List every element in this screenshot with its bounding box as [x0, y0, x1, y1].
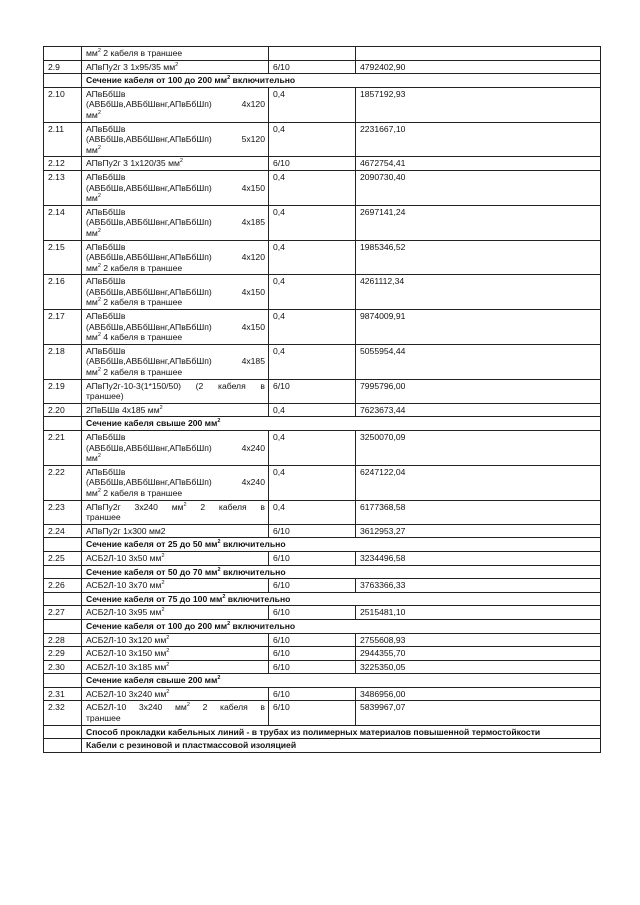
row-number: 2.26 [44, 579, 82, 593]
cable-name [82, 157, 269, 171]
section-empty-cell [44, 592, 82, 606]
row-number: 2.11 [44, 122, 82, 157]
cable-name-line: (АВБбШв,АВБбШвнг,АПвБбШп) 5х120 [86, 134, 265, 145]
price: 4261112,34 [356, 275, 601, 310]
cable-name [82, 500, 269, 524]
cable-name [82, 687, 269, 701]
cable-name [82, 403, 269, 417]
price: 1985346,52 [356, 240, 601, 275]
section-row [44, 74, 601, 88]
table-row [44, 660, 601, 674]
voltage: 0,4 [269, 205, 356, 240]
cable-name [82, 122, 269, 157]
cable-name-line: АПвПу2г 3 1х120/35 $мм^2$ [86, 158, 183, 169]
cable-name-line: АСБ2Л-10 3х240 $мм^2$ [86, 688, 170, 699]
table-row [44, 465, 601, 500]
voltage: 6/10 [269, 157, 356, 171]
voltage: 0,4 [269, 275, 356, 310]
section-heading: Сечение кабеля свыше 200 $мм^2$ [82, 674, 601, 688]
voltage: 6/10 [269, 701, 356, 725]
price: 5839967,07 [356, 701, 601, 725]
table-row [44, 431, 601, 466]
cable-name-line: $мм^2$ [86, 144, 101, 155]
voltage: 0,4 [269, 465, 356, 500]
table-row [44, 310, 601, 345]
cable-name [82, 205, 269, 240]
section-row [44, 739, 601, 753]
row-number: 2.19 [44, 379, 82, 403]
voltage: 6/10 [269, 379, 356, 403]
cable-name-line: АПвПу2г 3х240 $мм^2$ 2 кабеля в [86, 501, 265, 512]
cable-name-line: $мм^2$ [86, 193, 101, 204]
cable-name-line: АПвБбШв [86, 88, 126, 99]
cable-name-line: АПвПу2г 1х300 мм2 [86, 525, 166, 536]
row-number: 2.27 [44, 606, 82, 620]
table-row [44, 379, 601, 403]
table-row [44, 579, 601, 593]
voltage [269, 47, 356, 61]
cable-name-line: (АВБбШв,АВБбШвнг,АПвБбШп) 4х185 [86, 356, 265, 367]
voltage: 6/10 [269, 606, 356, 620]
row-number: 2.32 [44, 701, 82, 725]
row-number: 2.28 [44, 633, 82, 647]
row-number: 2.16 [44, 275, 82, 310]
cable-name-line: АСБ2Л-10 3х120 $мм^2$ [86, 634, 170, 645]
row-number: 2.31 [44, 687, 82, 701]
row-number: 2.14 [44, 205, 82, 240]
voltage: 0,4 [269, 122, 356, 157]
section-row [44, 565, 601, 579]
price: 3250070,09 [356, 431, 601, 466]
price: 9874009,91 [356, 310, 601, 345]
section-heading: Кабели с резиновой и пластмассовой изоляцией [82, 739, 601, 753]
section-empty-cell [44, 417, 82, 431]
cable-name-line: (АВБбШв,АВБбШвнг,АПвБбШп) 4х240 [86, 477, 265, 488]
price: 2090730,40 [356, 170, 601, 205]
cable-name-line: АПвБбШв [86, 241, 126, 252]
cable-name-line: АПвБбШв [86, 311, 126, 322]
section-empty-cell [44, 74, 82, 88]
cable-name-line: $мм^2$ 2 кабеля в траншее [86, 48, 183, 58]
price: 2697141,24 [356, 205, 601, 240]
cable-name [82, 431, 269, 466]
table-row [44, 122, 601, 157]
section-heading: Сечение кабеля от 25 до 50 $мм^2$ включительно [82, 538, 601, 552]
section-row [44, 538, 601, 552]
cable-name-line: АПвПу2г 3 1х95/35 $мм^2$ [86, 61, 179, 72]
row-number: 2.30 [44, 660, 82, 674]
cable-name [82, 87, 269, 122]
cable-name-line: $мм^2$ 2 кабеля в траншее [86, 262, 183, 273]
price: 3225350,05 [356, 660, 601, 674]
voltage: 0,4 [269, 431, 356, 466]
cable-name-line: АПвБбШв [86, 345, 126, 356]
table-row [44, 633, 601, 647]
cable-name-line: (АВБбШв,АВБбШвнг,АПвБбШп) 4х150 [86, 321, 265, 332]
price: 6247122,04 [356, 465, 601, 500]
price: 3234496,58 [356, 551, 601, 565]
price: 7995796,00 [356, 379, 601, 403]
row-number [44, 47, 82, 61]
row-number: 2.20 [44, 403, 82, 417]
section-row [44, 417, 601, 431]
section-row [44, 674, 601, 688]
row-number: 2.10 [44, 87, 82, 122]
section-row [44, 725, 601, 739]
cable-name-line: АСБ2Л-10 3х185 $мм^2$ [86, 661, 170, 672]
cable-name-line: $мм^2$ 2 кабеля в траншее [86, 487, 183, 498]
section-heading: Способ прокладки кабельных линий - в трубах из полимерных материалов повышенной термостойкости [82, 725, 601, 739]
price: 4792402,90 [356, 60, 601, 74]
cable-name-line: АПвПу2г-10-3(1*150/50) (2 кабеля в [86, 380, 265, 391]
cable-name-line: АСБ2Л-10 3х240 $мм^2$ 2 кабеля в [86, 702, 265, 713]
voltage: 0,4 [269, 87, 356, 122]
voltage: 0,4 [269, 403, 356, 417]
voltage: 6/10 [269, 633, 356, 647]
cable-name [82, 47, 269, 61]
row-number: 2.12 [44, 157, 82, 171]
price: 6177368,58 [356, 500, 601, 524]
price: 2755608,93 [356, 633, 601, 647]
cable-name-line: АПвБбШв [86, 123, 126, 134]
table-row [44, 205, 601, 240]
voltage: 0,4 [269, 500, 356, 524]
cable-name-line: АПвБбШв [86, 206, 126, 217]
table-row [44, 687, 601, 701]
row-number: 2.25 [44, 551, 82, 565]
section-empty-cell [44, 619, 82, 633]
row-number: 2.24 [44, 524, 82, 538]
row-number: 2.15 [44, 240, 82, 275]
voltage: 0,4 [269, 240, 356, 275]
section-empty-cell [44, 538, 82, 552]
cable-name [82, 275, 269, 310]
row-number: 2.17 [44, 310, 82, 345]
price: 2515481,10 [356, 606, 601, 620]
section-row [44, 592, 601, 606]
table-row [44, 240, 601, 275]
cable-name-line: АПвБбШв [86, 171, 126, 182]
cable-name-line: (АВБбШв,АВБбШвнг,АПвБбШп) 4х185 [86, 217, 265, 228]
cable-name [82, 465, 269, 500]
cable-name-line: АСБ2Л-10 3х95 $мм^2$ [86, 607, 165, 618]
section-heading: Сечение кабеля от 100 до 200 $мм^2$ включительно [82, 619, 601, 633]
section-empty-cell [44, 565, 82, 579]
table-row [44, 500, 601, 524]
voltage: 6/10 [269, 551, 356, 565]
table-row [44, 87, 601, 122]
table-row [44, 170, 601, 205]
table-row [44, 60, 601, 74]
price: 3612953,27 [356, 524, 601, 538]
cable-name-line: (АВБбШв,АВБбШвнг,АПвБбШп) 4х150 [86, 182, 265, 193]
cable-name-line: (АВБбШв,АВБбШвнг,АПвБбШп) 4х150 [86, 286, 265, 297]
section-row [44, 619, 601, 633]
section-heading: Сечение кабеля от 50 до 70 $мм^2$ включительно [82, 565, 601, 579]
section-heading: Сечение кабеля от 75 до 100 $мм^2$ включительно [82, 592, 601, 606]
price: 5055954,44 [356, 344, 601, 379]
voltage: 0,4 [269, 310, 356, 345]
voltage: 6/10 [269, 647, 356, 661]
table-row [44, 647, 601, 661]
cable-name-line: (АВБбШв,АВБбШвнг,АПвБбШп) 4х240 [86, 442, 265, 453]
price: 4672754,41 [356, 157, 601, 171]
cable-name [82, 60, 269, 74]
row-number: 2.21 [44, 431, 82, 466]
section-empty-cell [44, 739, 82, 753]
price [356, 47, 601, 61]
row-number: 2.23 [44, 500, 82, 524]
cable-name-line: АПвБбШв [86, 276, 126, 287]
row-number: 2.18 [44, 344, 82, 379]
cable-name-line: 2ПвБШв 4х185 $мм^2$ [86, 404, 163, 415]
cable-name [82, 579, 269, 593]
section-empty-cell [44, 725, 82, 739]
cable-name-line: АПвБбШв [86, 466, 126, 477]
cable-name [82, 551, 269, 565]
cable-name [82, 310, 269, 345]
cable-name-line: $мм^2$ 2 кабеля в траншее [86, 367, 183, 378]
table-row [44, 275, 601, 310]
cable-name [82, 240, 269, 275]
voltage: 6/10 [269, 60, 356, 74]
cable-name-line: $мм^2$ [86, 453, 101, 464]
cable-name [82, 344, 269, 379]
cable-name-line: $мм^2$ [86, 109, 101, 120]
cable-name [82, 379, 269, 403]
table-row [44, 344, 601, 379]
row-number: 2.29 [44, 647, 82, 661]
table-row [44, 551, 601, 565]
table-row [44, 524, 601, 538]
cable-name [82, 170, 269, 205]
cable-name-line: (АВБбШв,АВБбШвнг,АПвБбШп) 4х120 [86, 252, 265, 263]
cable-name-line: $мм^2$ [86, 227, 101, 238]
cable-name-line: АСБ2Л-10 3х150 $мм^2$ [86, 648, 170, 659]
table-row [44, 701, 601, 725]
price: 2944355,70 [356, 647, 601, 661]
cable-name [82, 606, 269, 620]
price: 1857192,93 [356, 87, 601, 122]
voltage: 6/10 [269, 579, 356, 593]
voltage: 0,4 [269, 344, 356, 379]
cable-name [82, 701, 269, 725]
cable-name-line: АСБ2Л-10 3х70 $мм^2$ [86, 580, 165, 591]
cable-name-line: $мм^2$ 4 кабеля в траншее [86, 332, 183, 343]
row-number: 2.13 [44, 170, 82, 205]
voltage: 6/10 [269, 524, 356, 538]
price: 2231667,10 [356, 122, 601, 157]
voltage: 0,4 [269, 170, 356, 205]
price-table [43, 46, 601, 753]
table-row [44, 606, 601, 620]
price-table-body [44, 47, 601, 753]
table-row [44, 47, 601, 61]
price: 7623673,44 [356, 403, 601, 417]
price: 3486956,00 [356, 687, 601, 701]
cable-name-line: траншее) [86, 391, 124, 402]
section-heading: Сечение кабеля свыше 200 $мм^2$ [82, 417, 601, 431]
voltage: 6/10 [269, 687, 356, 701]
table-row [44, 403, 601, 417]
cable-name [82, 647, 269, 661]
cable-name-line: $мм^2$ 2 кабеля в траншее [86, 297, 183, 308]
row-number: 2.9 [44, 60, 82, 74]
cable-name [82, 633, 269, 647]
price: 3763366,33 [356, 579, 601, 593]
cable-name-line: траншее [86, 713, 121, 724]
voltage: 6/10 [269, 660, 356, 674]
cable-name [82, 524, 269, 538]
cable-name-line: (АВБбШв,АВБбШвнг,АПвБбШп) 4х120 [86, 99, 265, 110]
cable-name-line: траншее [86, 512, 121, 523]
table-row [44, 157, 601, 171]
section-heading: Сечение кабеля от 100 до 200 $мм^2$ включительно [82, 74, 601, 88]
section-empty-cell [44, 674, 82, 688]
cable-name-line: АПвБбШв [86, 432, 126, 442]
row-number: 2.22 [44, 465, 82, 500]
cable-name-line: АСБ2Л-10 3х50 $мм^2$ [86, 552, 165, 563]
cable-name [82, 660, 269, 674]
